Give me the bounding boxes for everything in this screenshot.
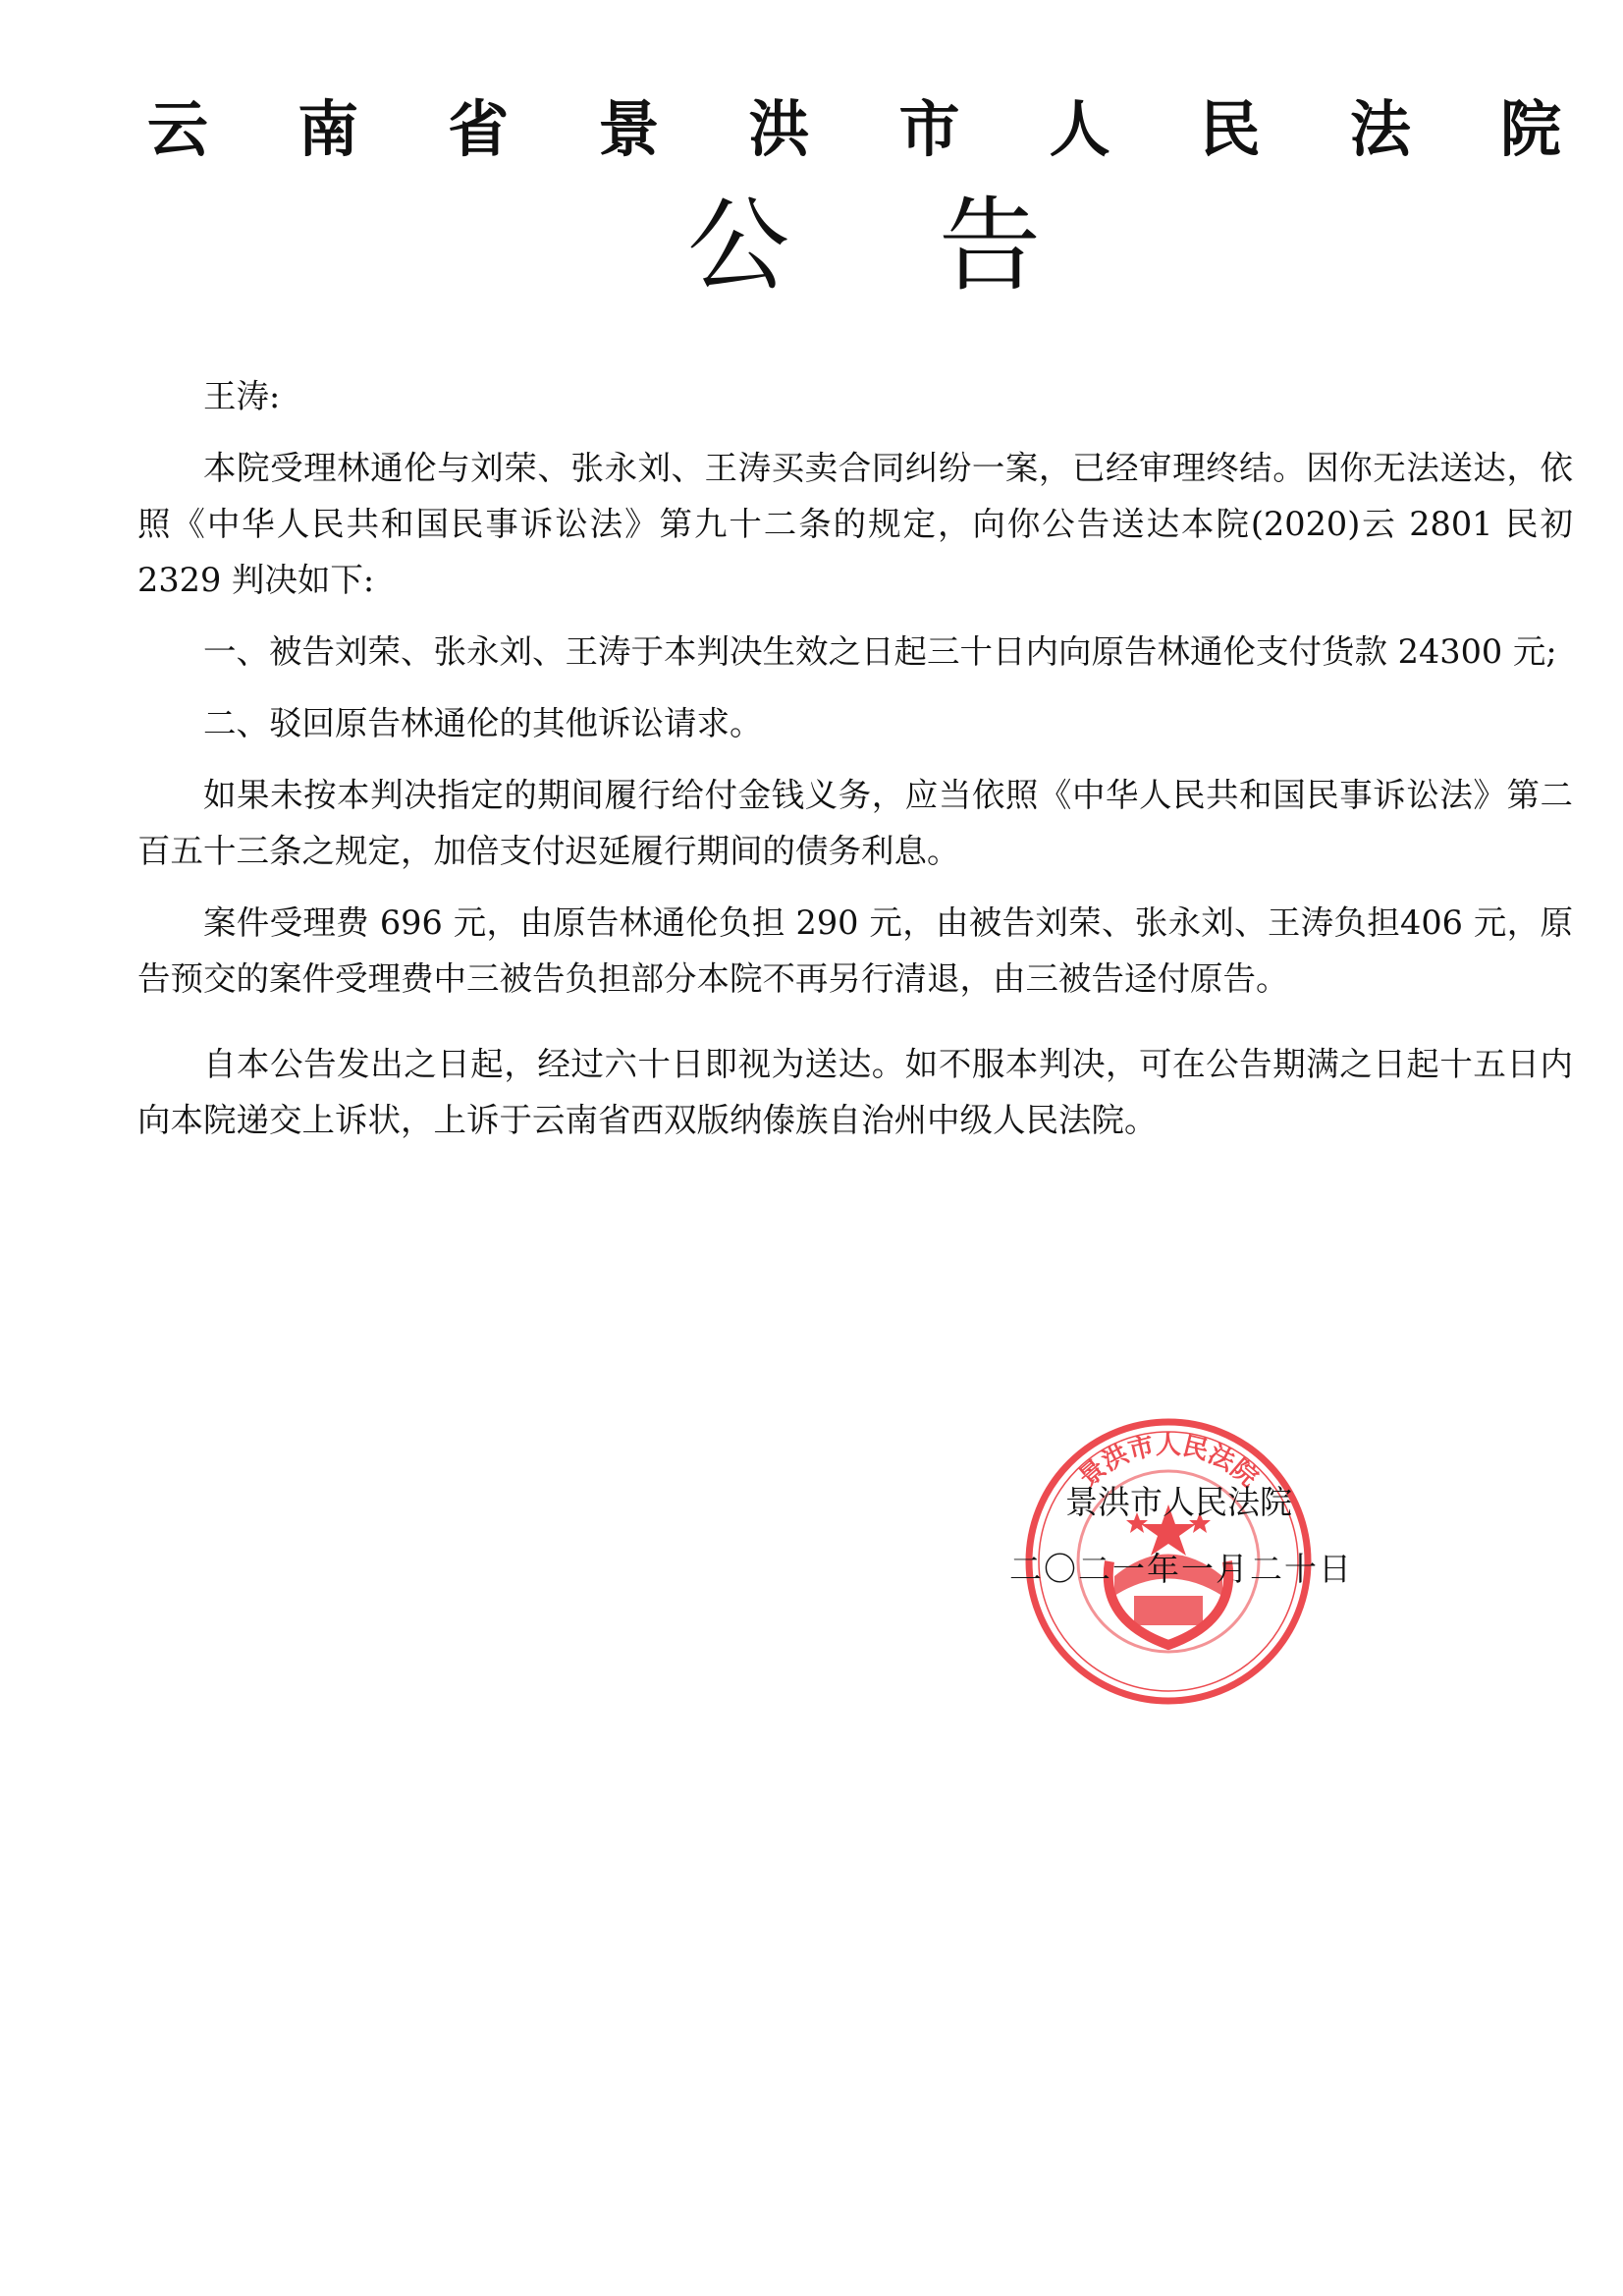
notice-title-char: 公 bbox=[687, 186, 790, 305]
court-name-char: 民 bbox=[1199, 93, 1261, 165]
court-name-char: 法 bbox=[1349, 93, 1411, 165]
notice-title bbox=[687, 187, 1041, 304]
signature-court-name: 景洪市人民法院 bbox=[1065, 1483, 1292, 1521]
court-name-char: 云 bbox=[147, 93, 209, 165]
seal-ring-text: 景洪市人民法院 bbox=[1073, 1431, 1264, 1494]
paragraph-judgment-item-1: 一、被告刘荣、张永刘、王涛于本判决生效之日起三十日内向原告林通伦支付货款 24300 元; bbox=[203, 632, 1557, 671]
court-name-char: 南 bbox=[298, 93, 359, 165]
notice-body bbox=[137, 368, 1573, 1148]
addressee: 王涛: bbox=[203, 377, 281, 415]
court-name-char: 洪 bbox=[748, 93, 810, 165]
court-name-char: 市 bbox=[898, 93, 960, 165]
notice-title-char: 告 bbox=[938, 186, 1041, 305]
court-name-char: 院 bbox=[1499, 93, 1561, 165]
court-name-char: 景 bbox=[598, 93, 660, 165]
paragraph-case-intro: 本院受理林通伦与刘荣、张永刘、王涛买卖合同纠纷一案，已经审理终结。因你无法送达，依照《中华人民共和国民事诉讼法》第九十二条的规定，向你公告送达本院(2020)云 2801 民初 2329 判决如下: bbox=[137, 449, 1573, 599]
court-name-char: 省 bbox=[448, 93, 510, 165]
court-name-char: 人 bbox=[1049, 93, 1110, 165]
signature-date: 二〇二一年一月二十日 bbox=[1009, 1550, 1353, 1588]
paragraph-case-fee: 案件受理费 696 元，由原告林通伦负担 290 元，由被告刘荣、张永刘、王涛负担406 元，原告预交的案件受理费中三被告负担部分本院不再另行清退，由三被告迳付原告。 bbox=[137, 903, 1573, 998]
paragraph-judgment-item-2: 二、驳回原告林通伦的其他诉讼请求。 bbox=[203, 704, 763, 742]
paragraph-late-performance: 如果未按本判决指定的期间履行给付金钱义务，应当依照《中华人民共和国民事诉讼法》第二百五十三条之规定，加倍支付迟延履行期间的债务利息。 bbox=[137, 776, 1573, 870]
court-name-heading bbox=[147, 93, 1561, 166]
paragraph-service-and-appeal: 自本公告发出之日起，经过六十日即视为送达。如不服本判决，可在公告期满之日起十五日内向本院递交上诉状，上诉于云南省西双版纳傣族自治州中级人民法院。 bbox=[137, 1045, 1573, 1139]
